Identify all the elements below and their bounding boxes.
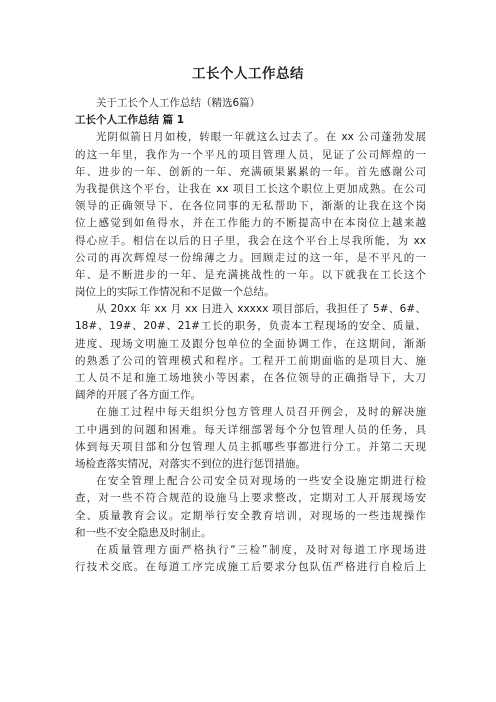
paragraph-line: 得心应手。相信在以后的日子里，我会在这个平台上尽我所能，为 xx bbox=[75, 234, 426, 247]
paragraph-line: 的熟悉了公司的管理模式和程序。工程开工前期面临的是项目大、施 bbox=[75, 354, 426, 367]
paragraph-line: 行技术交底。在每道工序完成施工后要求分包队伍严格进行自检后上 bbox=[75, 561, 426, 574]
paragraph-line: 公司的再次辉煌尽一份绵薄之力。回顾走过的这一年，是不平凡的一 bbox=[75, 251, 426, 264]
paragraph-line: 在安全管理上配合公司安全员对现场的一些安全设施定期进行检 bbox=[96, 475, 426, 488]
paragraph-2 bbox=[75, 301, 426, 404]
document-subtitle: 关于工长个人工作总结（精选6篇） bbox=[96, 97, 261, 109]
paragraph-line: 场检查落实情况，对落实不到位的进行惩罚措施。 bbox=[75, 457, 306, 470]
paragraph-line: 的这一年里，我作为一个平凡的项目管理人员，见证了公司辉煌的一 bbox=[75, 148, 426, 161]
paragraph-line: 工人员不足和施工场地狭小等因素，在各位领导的正确指导下，大刀 bbox=[75, 372, 426, 385]
document-body bbox=[75, 95, 426, 576]
paragraph-line: 体到每天项目部和分包管理人员主抓哪些事都进行分工。并第二天现 bbox=[75, 440, 426, 453]
paragraph-line: 位上感觉到如鱼得水，并在工作能力的不断提高中在本岗位上越来越 bbox=[75, 217, 426, 230]
paragraph-line: 阔斧的开展了各方面工作。 bbox=[75, 389, 201, 402]
paragraph-line: 从 20xx 年 xx 月 xx 日进入 xxxxx 项目部后，我担任了 5#、6#、 bbox=[96, 303, 426, 316]
paragraph-line: 进度、现场文明施工及跟分包单位的全面协调工作，在这期间，渐渐 bbox=[75, 337, 426, 350]
paragraph-line: 为我提供这个平台，让我在 xx 项目工长这个职位上更加成熟。在公司 bbox=[75, 182, 426, 195]
paragraph-line: 光阴似箭日月如梭，转眼一年就这么过去了。在 xx 公司蓬勃发展 bbox=[96, 131, 426, 144]
paragraph-line: 年、是不断进步的一年、是充满挑战性的一年。以下就我在工长这个 bbox=[75, 268, 426, 281]
paragraph-line: 年、进步的一年、创新的一年、充满硕果累累的一年。首先感谢公司 bbox=[75, 165, 426, 178]
paragraph-4 bbox=[75, 473, 426, 542]
paragraph-line: 岗位上的实际工作情况和不足做一个总结。 bbox=[75, 286, 275, 299]
paragraph-line: 查，对一些不符合规范的设施马上要求整改，定期对工人开展现场安 bbox=[75, 492, 426, 505]
paragraph-3 bbox=[75, 404, 426, 473]
paragraph-1 bbox=[75, 129, 426, 301]
paragraph-line: 18#、19#、20#、21#工长的职务，负责本工程现场的安全、质量、 bbox=[75, 320, 426, 333]
paragraph-line: 全、质量教育会议。定期举行安全教育培训，对现场的一些违规操作 bbox=[75, 509, 426, 522]
paragraph-line: 工中遇到的问题和困难。每天详细部署每个分包管理人员的任务，具 bbox=[75, 423, 426, 436]
paragraph-5 bbox=[75, 542, 426, 576]
paragraph-line: 在质量管理方面严格执行“三检”制度，及时对每道工序现场进 bbox=[96, 543, 426, 556]
document-title: 工长个人工作总结 bbox=[192, 66, 304, 82]
paragraph-line: 和一些不安全隐患及时制止。 bbox=[75, 526, 212, 539]
paragraph-line: 在施工过程中每天组织分包方管理人员召开例会，及时的解决施 bbox=[96, 406, 426, 419]
paragraph-line: 领导的正确领导下、在各位同事的无私帮助下，渐渐的让我在这个岗 bbox=[75, 200, 426, 213]
section-heading: 工长个人工作总结 篇 1 bbox=[75, 114, 185, 127]
